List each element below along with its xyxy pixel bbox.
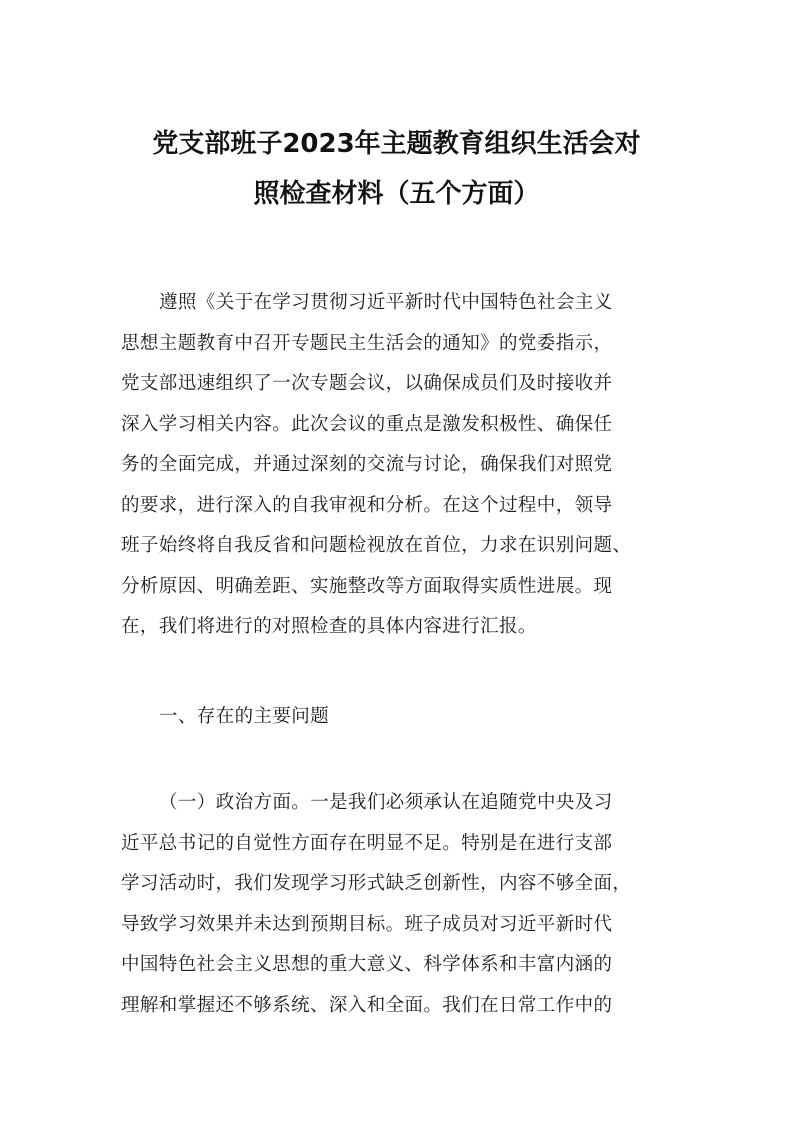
intro-line: 分析原因、明确差距、实施整改等方面取得实质性进展。现	[121, 575, 613, 597]
intro-paragraph	[121, 283, 681, 648]
politics-line: 近平总书记的自觉性方面存在明显不足。特别是在进行支部	[121, 832, 613, 854]
intro-line: 遵照《关于在学习贯彻习近平新时代中国特色社会主义	[159, 292, 613, 313]
politics-line: 中国特色社会主义思想的重大意义、科学体系和丰富内涵的	[121, 954, 613, 975]
intro-line: 思想主题教育中召开专题民主生活会的通知》的党委指示，	[121, 332, 613, 354]
politics-line: （一）政治方面。一是我们必须承认在追随党中央及习	[159, 792, 613, 813]
intro-line: 深入学习相关内容。此次会议的重点是激发积极性、确保任	[121, 413, 613, 435]
politics-paragraph	[121, 783, 681, 1026]
intro-line: 的要求，进行深入的自我审视和分析。在这个过程中，领导	[121, 494, 613, 516]
title-line-2: 照检查材料（五个方面）	[253, 179, 540, 209]
intro-line: 在，我们将进行的对照检查的具体内容进行汇报。	[121, 616, 537, 637]
intro-line: 党支部迅速组织了一次专题会议，以确保成员们及时接收并	[121, 373, 613, 394]
section-heading-block	[121, 697, 681, 738]
document-title	[100, 119, 693, 219]
politics-line: 理解和掌握还不够系统、深入和全面。我们在日常工作中的	[121, 994, 613, 1016]
title-line-1: 党支部班子2023年主题教育组织生活会对	[152, 129, 641, 159]
intro-line: 班子始终将自我反省和问题检视放在首位，力求在识别问题、	[121, 535, 632, 556]
politics-line: 学习活动时，我们发现学习形式缺乏创新性，内容不够全面，	[121, 873, 632, 894]
intro-line: 务的全面完成，并通过深刻的交流与讨论，确保我们对照党	[121, 454, 613, 475]
politics-line: 导致学习效果并未达到预期目标。班子成员对习近平新时代	[121, 913, 613, 935]
section-heading: 一、存在的主要问题	[159, 706, 330, 727]
